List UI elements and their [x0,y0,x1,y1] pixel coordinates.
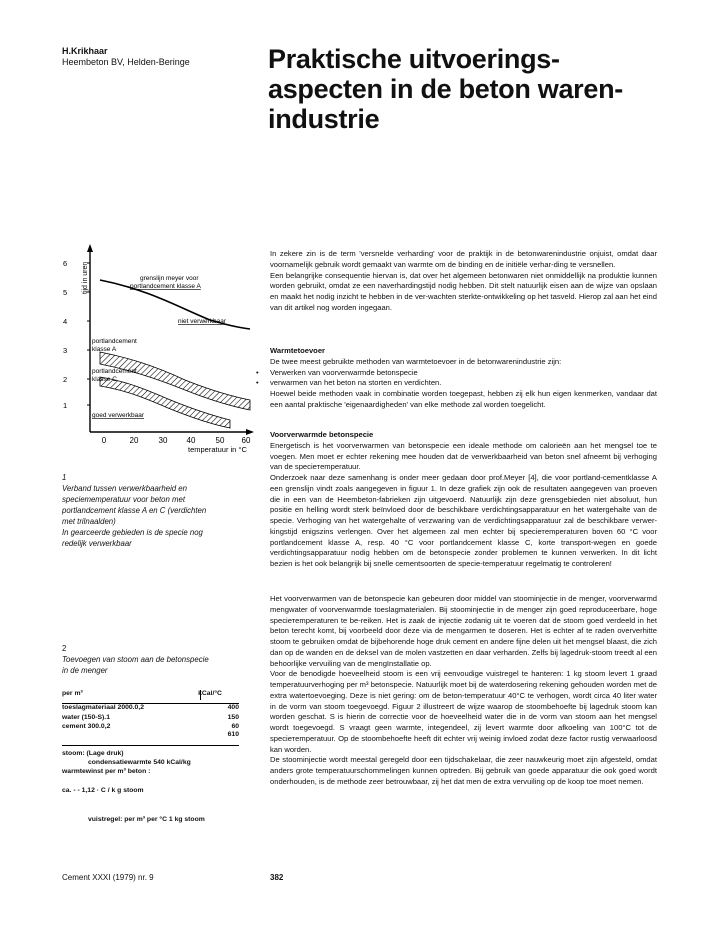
article-title [268,44,668,134]
footer-journal: Cement XXXI (1979) nr. 9 [62,873,154,882]
figure-2-caption-line: Toevoegen van stoom aan de betonspecie [62,655,209,664]
steam-line: ca. - - 1,12 · C / k g stoom [62,787,144,794]
page-number: 382 [270,873,284,882]
list-item: • Verwerken van voorverwarmde betonspecie [270,368,657,379]
paragraph: Het voorverwarmen van de betonspecie kan gebeuren door middel van stoominjectie in de menger, voorverwarmd mengwater of voorverwarmde toeslagmaterialen. Bij stoominjectie in de menger zijn goed reproduceerbare, hoge speciетemperaturen te be-reiken. Het is zaak de injectie zodanig uit te voeren dat de stoom goed verdeeld in het beton terecht komt, bij voorbeeld door deze via de mengarmen te doseren. Het is echter af te raden oververhitte stoom te gebruiken omdat de bijbehorende hoge druk cement en andere fijne delen uit het mengsel blaast, die zich dan op de wanden en de deksel van de molen vastzetten en daar verharden. Zelfs bij lagedruk-stoom treedt al een behoorlijke vervuiling van de mengInstallatie op. [270,594,657,668]
table-header-cell: kCal/°C [198,690,222,697]
figure-2-caption-line: in de menger [62,666,108,675]
band-portlandcement-c [100,377,230,428]
figure-1-caption [62,472,262,549]
x-tick-40: 40 [186,436,196,445]
author-block [62,46,190,68]
band-portlandcement-a [100,352,250,410]
paragraph: Onderzoek naar deze samenhang is onder meer gedaan door prof.Meyer [4], die voor portland-cementklasse A een grenslijn vindt zoals aangegeven in figuur 1. In deze grafiek zijn ook de resultaten aangegeven van proeven die in een van de Heembeton-fabrieken zijn uitgevoerd. Natuurlijk zijn deze grensgebieden niet absoluut, hun positie en helling wordt sterk beïnvloed door de beschikbare verdichtingsapparatuur en het watergehalte van de specie. Verhoging van het watergehalte of verzwaring van de verdichtingsapparatuur zal de beschikbare verwer-kingstijd enigszins verlengen. Over het algemeen zal men echter bij speciетemperaturen boven 60 °C voor portlandcement klasse A, resp. 40 °C voor portlandcement klasse C, korte transport-wegen en goede verdichtingsapparatuur nodig hebben om de betonspecie zonder problemen te kunnen verwerken. In dit licht bezien is het ook belangrijk bij snelle cementsoorten de specie-temperatuur regelmatig te controleren! [270,473,657,568]
table-row [62,723,239,732]
title-line-2: aspecten in de beton waren- [268,74,623,104]
x-tick-50: 50 [215,436,225,445]
x-tick-labels [102,436,251,445]
table-cell: 150 [227,714,239,722]
steam-calc-table [62,690,239,740]
figure-1-chart [60,240,260,455]
y-tick-4: 4 [63,317,68,326]
figure-1-caption-line: portlandcement klasse A en C (verdichten [62,506,207,515]
label-pc-1: portlandcement [92,368,137,375]
table-cell: toeslagmateriaal 2000.0,2 [62,703,144,711]
table-divider [200,690,201,700]
section-heading: Voorverwarmde betonspecie [270,430,374,439]
steam-line: condensatiewarmte 540 kCal/kg [88,759,191,766]
figure-2-caption [62,643,262,676]
table-row [62,714,239,723]
steam-line: vuistregel: per m³ per °C 1 kg stoom [88,816,205,823]
label-grenslijn-2: portlandcement klasse A [130,283,201,290]
paragraph: In zekere zin is de term 'versnelde verharding' voor de praktijk in de betonwarenindustrie onjuist, omdat daar voornamelijk gebruik wordt gemaakt van warmte om de binding en de initiële verhar-ding te versnellen. [270,249,657,269]
section-heading: Warmtetoevoer [270,346,325,355]
figure-1-caption-line: Verband tussen verwerkbaarheid en [62,484,187,493]
author-affiliation: Heembeton BV, Helden-Beringe [62,57,190,67]
label-pa-2: klasse A [92,346,117,353]
figure-1-caption-line: speciетemperatuur voor beton met [62,495,185,504]
label-grenslijn-1: grenslijn meyer voor [140,275,199,282]
table-cell: 60 [231,722,239,730]
section-stoominjectie [270,594,657,788]
table-cell: water (150-S).1 [62,714,110,722]
paragraph: Een belangrijke consequentie hiervan is, dat over het algemeen betonwaren niet onmiddellijk na produktie kunnen worden gebruikt, omdat ze een naverhardingstijd nodig hebben. Dit stelt natuurlijk eisen aan de wijze van opslaan en maakt het nodig inzicht te hebben in de ver-wachten sterkte-ontwikkeling op het tasveld. Hierop zal aan het eind van dit artikel nog worden ingegaan. [270,270,657,312]
y-tick-1: 1 [63,401,68,410]
label-niet-verwerkbaar: niet verwerkbaar [178,318,227,325]
table-cell: 610 [227,731,239,739]
y-axis-label: tijd in uren [82,261,89,294]
table-cell: cement 300.0,2 [62,722,111,730]
figure-1-caption-line: In gearceerde gebieden is de specie nog [62,528,203,537]
y-axis-arrow-icon [87,244,93,252]
list-item: • verwarmen van het beton na storten en verdichten. [270,378,657,389]
table-rule [62,745,239,746]
steam-line: warmtewinst per m³ beton : [62,768,151,775]
x-tick-60: 60 [241,436,251,445]
section-warmtetoevoer [270,346,657,411]
x-axis-arrow-icon [246,429,254,435]
table-cell: 400 [227,703,239,711]
paragraph: Energetisch is het voorverwarmen van betonspecie een ideale methode om calorieën aan het mengsel toe te voegen. Men moet er echter rekening mee houden dat de verwerkbaarheid van beton snel afneemt bij verhoging van de speciетemperatuur. [270,440,657,472]
body-intro [270,249,657,314]
steam-line: stoom: (Lage druk) [62,750,124,757]
title-line-3: industrie [268,104,380,134]
section-voorverwarmde-betonspecie [270,430,657,570]
y-tick-6: 6 [63,259,68,268]
figure-1-caption-line: redelijk verwerkbaar [62,539,132,548]
paragraph: Hoewel beide methoden vaak in combinatie worden toegepast, hebben zij elk hun eigen kenmerken, vandaar dat een aantal praktische 'eigenaardigheden' van elke methode zal worden toegelicht. [270,389,657,409]
bullet-list [270,368,657,390]
paragraph: Voor de benodigde hoeveelheid stoom is een vrij eenvoudige vuistregel te hanteren: 1 kg stoom levert 1 graad temperatuurverhoging per m³ betonspecie. Natuurlijk moet bij de waterdosering rekening gehouden worden met de extra watertoevoeging. Deze is niet gering: om de beton-temperatuur 40°C te verhogen, wordt circa 40 liter water in de vorm van stoom toegevoegd. Figuur 2 illustreert de wijze waarop de stoombehoefte bij lagedruk stoom kan worden geschat. S is hierin de correctie voor de hoeveelheid water die in de vorm van stoom aan het mengsel wordt toegevoegd. S vraagt geen warmte, integendeel, zij levert warmte door afkoeling van 100°C tot de speciетemperatuur. Op de stoombehoefte heeft dit echter vrij weinig invloed zodat deze factor rustig verwaarloosd kan worden. [270,669,657,754]
label-goed-verwerkbaar: goed verwerkbaar [92,412,145,419]
x-tick-30: 30 [158,436,168,445]
label-pa-1: portlandcement [92,338,137,345]
table-cell [62,731,194,740]
table-rule [62,703,239,704]
paragraph: De stoominjectie wordt meestal geregeld door een tijdschakelaar, die zeer nauwkeurig moet zijn afgesteld, omdat anders grote temperatuurschommelingen kunnen optreden. Bij gebruik van goede apparatuur die ook goed wordt onderhouden, is de methode zeer betrouwbaar, zij het dat men de extra vervuiling op de koop toe moet nemen. [270,755,657,786]
author-name: H.Krikhaar [62,46,108,56]
table-row [62,704,239,713]
y-tick-5: 5 [63,288,68,297]
y-tick-2: 2 [63,375,68,384]
table-row [62,731,239,740]
x-axis-label: temperatuur in °C [188,445,247,454]
paragraph: De twee meest gebruikte methoden van warmtetoevoer in de betonwarenindustrie zijn: [270,356,562,366]
x-tick-0: 0 [101,436,107,445]
figure-1-number: 1 [62,473,67,482]
figure-1-caption-line: met trilnaalden) [62,517,116,526]
title-line-1: Praktische uitvoerings- [268,44,560,74]
x-tick-20: 20 [129,436,139,445]
table-header-cell: per m³ [62,690,83,697]
figure-2-number: 2 [62,644,67,653]
label-pc-2: klasse C [92,376,117,383]
y-tick-3: 3 [63,346,68,355]
table-header-row [62,690,239,699]
